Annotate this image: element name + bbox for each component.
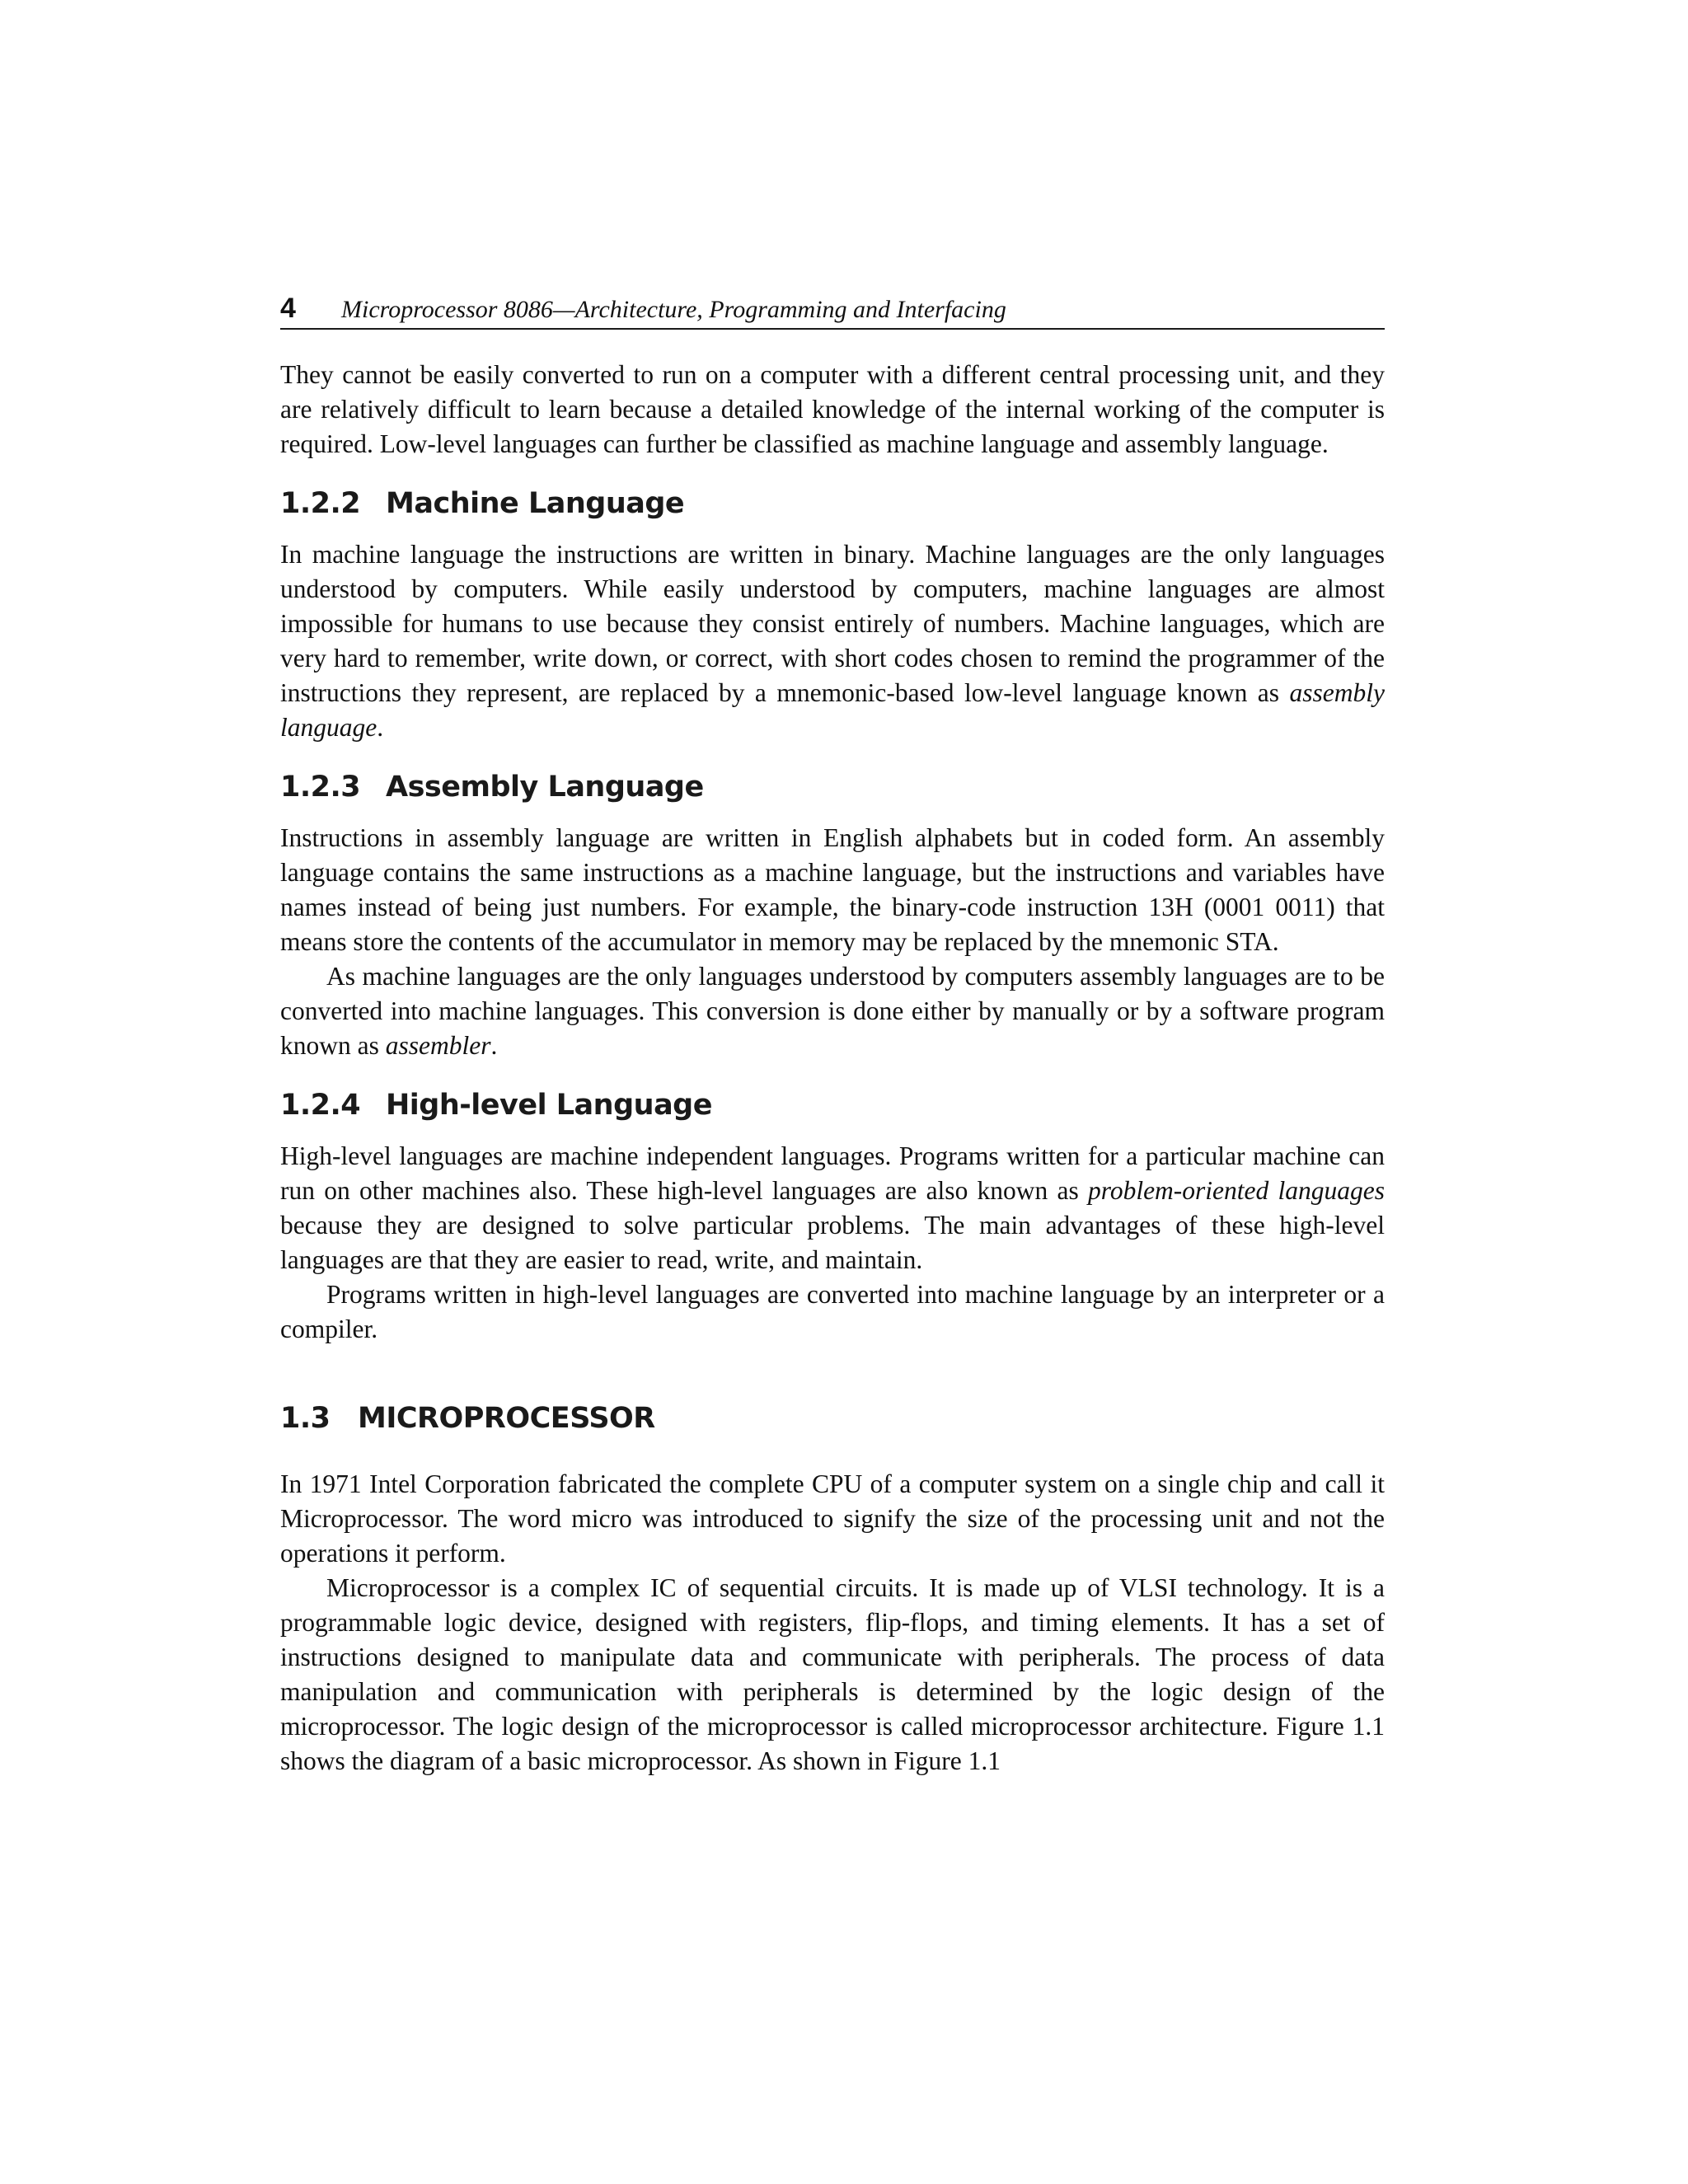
section-number: 1.2.3 [280,771,361,804]
section-number: 1.2.4 [280,1089,361,1122]
running-title: Microprocessor 8086—Architecture, Programming and Interfacing [341,296,1006,323]
section-heading-assembly-language [280,770,1385,804]
paragraph-end: . [377,713,384,742]
page-number: 4 [280,293,296,324]
section-number: 1.3 [280,1402,331,1435]
paragraph-text: High-level languages are machine independent languages. Programs written for a particular machine can run on other machines also. These high-level languages are also known as [280,1141,1385,1205]
emphasis-text: assembler [385,1031,491,1060]
section-heading-microprocessor [280,1401,1385,1436]
high-level-language-paragraph-1 [280,1139,1385,1277]
microprocessor-paragraph-2: Microprocessor is a complex IC of sequential circuits. It is made up of VLSI technology. It is a programmable logic device, designed with registers, flip-flops, and timing elements. It has a set of instructions designed to manipulate data and communicate with peripherals. The process of data manipulation and communication with peripherals is determined by the logic design of the microprocessor. The logic design of the microprocessor is called microprocessor architecture. Figure 1.1 shows the diagram of a basic microprocessor. As shown in Figure 1.1 [280,1573,1385,1775]
section-title: High-level Language [386,1089,712,1122]
section-heading-high-level-language [280,1088,1385,1122]
section-number: 1.2.2 [280,487,361,520]
emphasis-text: assembly language [280,678,1385,742]
emphasis-text: problem-oriented languages [1087,1176,1385,1205]
assembly-language-paragraph-2 [280,959,1385,1063]
book-page [280,293,1385,1779]
paragraph-end: . [490,1031,498,1060]
paragraph-text: In machine language the instructions are written in binary. Machine languages are the only languages understood by computers. While easily understood by computers, machine languages are almost impossible for humans to use because they consist entirely of numbers. Machine languages, which are very hard to remember, write down, or correct, with short codes chosen to remind the programmer of the instructions they represent, are replaced by a mnemonic-based low-level language known as [280,540,1385,707]
section-title: Machine Language [386,487,685,520]
section-title: Assembly Language [386,771,704,804]
section-title: MICROPROCESSOR [358,1402,655,1435]
running-head [280,293,1385,330]
paragraph-text: As machine languages are the only languages understood by computers assembly languages are to be converted into machine languages. This conversion is done either by manually or by a software program known as [280,962,1385,1060]
section-heading-machine-language [280,486,1385,521]
paragraph-end: because they are designed to solve particular problems. The main advantages of these high-level languages are that they are easier to read, write, and maintain. [280,1211,1385,1274]
intro-paragraph: They cannot be easily converted to run on a computer with a different central processing unit, and they are relatively difficult to learn because a detailed knowledge of the internal working of the computer is required. Low-level languages can further be classified as machine language and assembly language. [280,360,1385,458]
high-level-language-paragraph-2: Programs written in high-level languages are converted into machine language by an interpreter or a compiler. [280,1280,1385,1343]
assembly-language-paragraph-1: Instructions in assembly language are written in English alphabets but in coded form. An assembly language contains the same instructions as a machine language, but the instructions and variables have names instead of being just numbers. For example, the binary-code instruction 13H (0001 0011) that means store the contents of the accumulator in memory may be replaced by the mnemonic STA. [280,823,1385,956]
machine-language-paragraph [280,537,1385,745]
microprocessor-paragraph-1: In 1971 Intel Corporation fabricated the complete CPU of a computer system on a single chip and call it Microprocessor. The word micro was introduced to signify the size of the processing unit and not the operations it perform. [280,1469,1385,1568]
